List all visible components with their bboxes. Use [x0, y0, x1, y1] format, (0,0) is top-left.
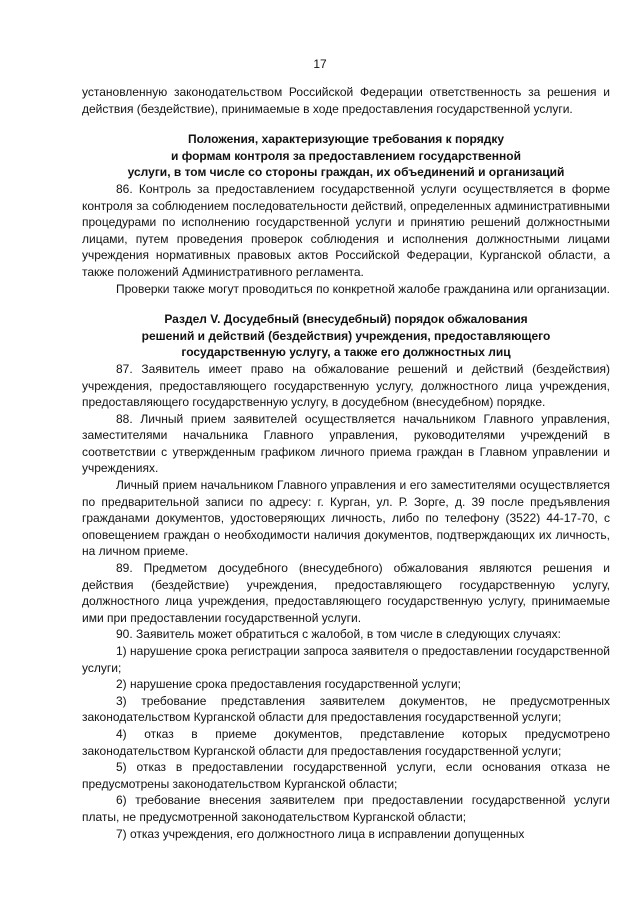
list-item-1: 1) нарушение срока регистрации запроса заявителя о предоставлении государственной услуги;: [82, 644, 610, 675]
section-v-heading: [82, 311, 610, 361]
paragraph-inspections: Проверки также могут проводиться по конкретной жалобе гражданина или организации.: [116, 281, 610, 296]
paragraph-88: 88. Личный прием заявителей осуществляется начальником Главного управления, заместителями начальника Главного управления, руководителями учреждений в соответствии с утвержденным графиком личного приема граждан в Главном управлении и учреждениях.: [82, 411, 610, 476]
list-item-6: 6) требование внесения заявителем при предоставлении государственной услуги платы, не предусмотренной законодательством Курганской области;: [82, 793, 610, 824]
paragraph-90: 90. Заявитель может обратиться с жалобой, в том числе в следующих случаях:: [116, 627, 561, 642]
paragraph-86: 86. Контроль за предоставлением государственной услуги осуществляется в форме контроля за соблюдением последовательности действий, определенных административными процедурами по исполнению государственной услуги и принятию решений должностными лицами, путем проведения проверок соблюдения и исполнения должностными лицами учреждения нормативных правовых актов Российской Федерации, Курганской области, а также положений Административного регламента.: [82, 181, 610, 279]
section-v-heading-line-2: решений и действий (бездействия) учреждения, предоставляющего: [141, 328, 551, 343]
section-v-heading-line-1: Раздел V. Досудебный (внесудебный) порядок обжалования: [164, 312, 528, 327]
control-heading-line-2: и формам контроля за предоставлением государственной: [171, 148, 521, 163]
control-heading-line-3: услуги, в том числе со стороны граждан, их объединений и организаций: [127, 165, 565, 180]
list-item-3: 3) требование представления заявителем документов, не предусмотренных законодательством Курганской области для предоставления государственной услуги;: [82, 693, 610, 725]
control-heading: [82, 131, 610, 181]
list-item-7: 7) отказ учреждения, его должностного лица в исправлении допущенных: [116, 826, 525, 841]
section-v-heading-line-3: государственную услугу, а также его должностных лиц: [181, 345, 511, 360]
list-item-5: 5) отказ в предоставлении государственной услуги, если основания отказа не предусмотрены законодательством Курганской области;: [82, 760, 610, 791]
list-item-2: 2) нарушение срока предоставления государственной услуги;: [116, 677, 461, 692]
page-number: 17: [313, 57, 327, 71]
page-content: [82, 84, 610, 842]
intro-paragraph: установленную законодательством Российской Федерации ответственность за решения и действия (бездействие), принимаемые в ходе предоставления государственной услуги.: [82, 85, 610, 116]
paragraph-89: 89. Предметом досудебного (внесудебного) обжалования являются решения и действия (бездействие) учреждения, предоставляющего государственную услугу, должностного лица учреждения, предоставляющего государственную услугу, принимаемые ими при предоставлении государственной услуги.: [82, 561, 610, 625]
list-item-4: 4) отказ в приеме документов, представление которых предусмотрено законодательством Курганской области для предоставления государственной услуги;: [82, 726, 610, 758]
control-heading-line-1: Положения, характеризующие требования к порядку: [187, 132, 505, 147]
paragraph-personal-reception: Личный прием начальником Главного управления и его заместителями осуществляется по предварительной записи по адресу: г. Курган, ул. Р. Зорге, д. 39 после предъявления гражданами документов, удостоверяющих личность, либо по телефону (3522) 44-17-70, с оповещением граждан о необходимости наличия документов, подтверждающих их личность, на личном приеме.: [82, 478, 610, 559]
paragraph-87: 87. Заявитель имеет право на обжалование решений и действий (бездействия) учреждения, предоставляющего государственную услугу, должностного лица учреждения, предоставляющего государственную услугу, в досудебном (внесудебном) порядке.: [82, 361, 610, 410]
